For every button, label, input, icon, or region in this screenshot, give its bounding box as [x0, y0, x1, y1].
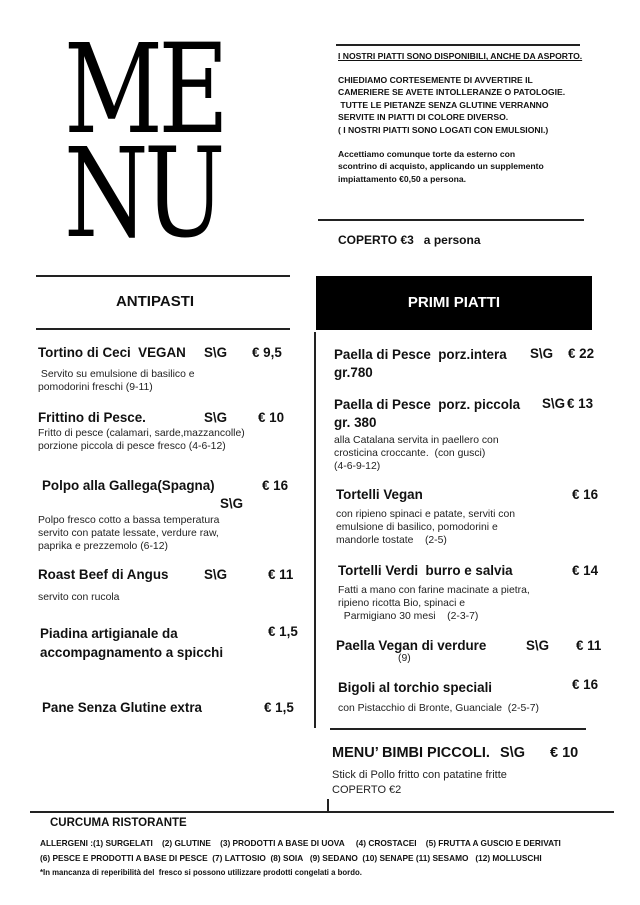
antipasti-title: ANTIPASTI [115, 293, 195, 310]
dish-price: € 11 [268, 567, 294, 582]
notice-block [338, 50, 588, 185]
notice-top-rule [336, 44, 580, 46]
antipasti-item-4 [38, 567, 168, 604]
antipasti-item-3 [42, 478, 215, 493]
dish-price: € 14 [572, 563, 599, 578]
dish-name: Tortelli Verdi burro e salvia [338, 563, 513, 578]
dish-desc: con ripieno spinaci e patate, serviti con emulsione di basilico, pomodorini e mandorle tostate (2-5) [336, 509, 516, 547]
dish-desc: (9) [398, 653, 411, 664]
footer-tick [327, 799, 329, 812]
dish-name: Paella Vegan di verdure [336, 638, 487, 653]
antipasti-bottom-rule [36, 328, 290, 330]
restaurant-name: CURCUMA RISTORANTE [50, 817, 187, 829]
notice-allergy-4: SERVITE IN PIATTI DI COLORE DIVERSO. [338, 112, 509, 123]
dish-name: Pane Senza Glutine extra [42, 700, 203, 715]
sg-tag: S\G [542, 396, 566, 411]
bimbi-desc: Stick di Pollo fritto con patatine fritte COPERTO €2 [332, 769, 507, 796]
dish-price: € 10 [258, 410, 285, 425]
bimbi-price: € 10 [550, 745, 579, 761]
dish-price: € 11 [576, 638, 602, 653]
dish-name: accompagnamento a spicchi [40, 645, 224, 660]
sg-tag: S\G [500, 745, 525, 761]
footer-note: *In mancanza di reperibilità del fresco si possono utilizzare prodotti congelati a bordo. [40, 868, 362, 877]
dish-price: € 1,5 [268, 624, 298, 639]
dish-price: € 16 [262, 478, 289, 493]
dish-price: € 16 [572, 677, 599, 692]
primi-header-bar [316, 276, 592, 330]
sg-tag: S\G [530, 346, 554, 361]
dish-name: Paella di Pesce porz.intera [334, 347, 507, 362]
notice-cake-1: Accettiamo comunque torte da esterno con [338, 148, 516, 159]
logo-line-2: NU [64, 122, 221, 266]
sg-tag: S\G [204, 345, 228, 360]
dish-price: € 16 [572, 487, 599, 502]
dish-desc: Fritto di pesce (calamari, sarde,mazzancolle) porzione piccola di pesce fresco (4-6-12) [38, 428, 245, 453]
dish-name: Bigoli al torchio speciali [338, 680, 493, 695]
notice-bottom-rule [318, 219, 584, 221]
antipasti-item-5 [40, 624, 223, 662]
primi-item-1 [334, 346, 507, 382]
bimbi-title: MENU’ BIMBI PICCOLI. [332, 745, 490, 761]
antipasti-item-1 [38, 345, 195, 394]
sg-tag: S\G [204, 567, 228, 582]
primi-item-2 [334, 396, 520, 474]
dish-price: € 22 [568, 346, 595, 361]
dish-price: € 13 [567, 396, 594, 411]
coperto-text: COPERTO €3 a persona [338, 233, 481, 247]
notice-available: I NOSTRI PIATTI SONO DISPONIBILI, ANCHE DA ASPORTO. [338, 51, 583, 61]
allergens-line-1: ALLERGENI :(1) SURGELATI (2) GLUTINE (3) PRODOTTI A BASE DI UOVA (4) CROSTACEI (5) FRUTTA A GUSCIO E DERIVATI [40, 838, 561, 848]
dish-desc: Fatti a mano con farine macinate a pietra, ripieno ricotta Bio, spinaci e Parmigiano 30 mesi (2-3-7) [338, 585, 530, 623]
dish-weight: gr. 380 [334, 415, 377, 430]
dish-name: Polpo alla Gallega(Spagna) [42, 478, 215, 493]
allergens-line-2: (6) PESCE E PRODOTTI A BASE DI PESCE (7) LATTOSIO (8) SOIA (9) SEDANO (10) SENAPE (11) SESAMO (12) MOLLUSCHI [40, 853, 542, 863]
dish-name: Paella di Pesce porz. piccola [334, 397, 521, 412]
dish-desc: alla Catalana servita in paellero con crosticina croccante. (con gusci) (4-6-9-12) [334, 435, 499, 473]
dish-desc: Polpo fresco cotto a bassa temperatura servito con patate lessate, verdure raw, paprika e prezzemolo (6-12) [38, 515, 220, 553]
bimbi-top-rule [330, 728, 586, 730]
footer-rule [30, 811, 614, 813]
dish-name: Tortino di Ceci VEGAN [38, 345, 186, 360]
notice-cake-3: impiattamento €0,50 a persona. [338, 173, 466, 184]
primi-title: PRIMI PIATTI [407, 294, 501, 311]
dish-name: Roast Beef di Angus [38, 567, 169, 582]
dish-name: Piadina artigianale da [40, 626, 178, 641]
dish-desc: servito con rucola [38, 592, 120, 603]
dish-price: € 1,5 [264, 700, 294, 715]
primi-item-5 [336, 638, 486, 653]
primi-item-4 [338, 563, 530, 624]
dish-desc: Servito su emulsione di basilico e pomodorini freschi (9-11) [38, 369, 195, 394]
dish-price: € 9,5 [252, 345, 282, 360]
sg-tag: S\G [220, 496, 244, 511]
menu-logo [64, 18, 225, 266]
antipasti-item-6 [42, 700, 202, 715]
sg-tag: S\G [204, 410, 228, 425]
notice-allergy-3: TUTTE LE PIETANZE SENZA GLUTINE VERRANNO [338, 99, 549, 110]
notice-allergy-2: CAMERIERE SE AVETE INTOLLERANZE O PATOLOGIE. [338, 87, 566, 98]
column-divider [314, 332, 316, 728]
dish-name: Frittino di Pesce. [38, 410, 146, 425]
sg-tag: S\G [526, 638, 550, 653]
notice-allergy-1: CHIEDIAMO CORTESEMENTE DI AVVERTIRE IL [338, 74, 533, 85]
notice-allergy-5: ( I NOSTRI PIATTI SONO LOGATI CON EMULSIONI.) [338, 124, 549, 135]
notice-cake-2: scontrino di acquisto, applicando un supplemento [338, 161, 544, 172]
antipasti-top-rule [36, 275, 290, 277]
logo-line-1: ME [64, 18, 225, 162]
dish-weight: gr.780 [334, 365, 373, 380]
dish-desc: con Pistacchio di Bronte, Guanciale (2-5-7) [338, 703, 539, 714]
dish-name: Tortelli Vegan [336, 487, 423, 502]
primi-item-6 [338, 680, 539, 715]
primi-item-3 [336, 487, 515, 548]
